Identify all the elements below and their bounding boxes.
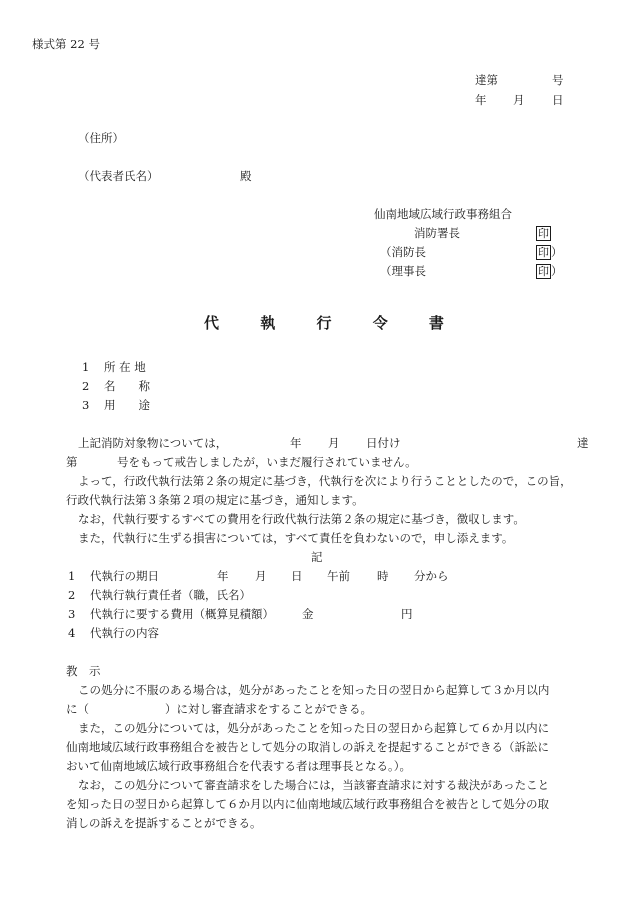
ref-hi: 日 — [552, 93, 564, 107]
seal-mark: 印 — [538, 265, 549, 278]
ki-heading: 記 — [311, 550, 323, 564]
issuer-org: 仙南地域広域行政事務組合 — [374, 207, 512, 221]
seal-2 — [536, 245, 563, 260]
detail-fun: 分から — [414, 569, 449, 583]
detail-num: 1 — [68, 569, 76, 583]
detail-yen: 円 — [401, 607, 413, 621]
detail-responsible-label: 代執行執行責任者（職，氏名） — [90, 588, 251, 602]
detail-num: 3 — [68, 607, 76, 621]
body-p2b: 行政代執行法第３条第２項の規定に基づき，通知します。 — [66, 493, 364, 507]
ref-go: 号 — [552, 73, 564, 87]
notice-line: を知った日の翌日から起算して６か月以内に仙南地域広域行政事務組合を被告として処分の取 — [66, 797, 549, 811]
addressee-honorific: 殿 — [240, 169, 252, 183]
detail-num: 2 — [68, 588, 76, 602]
body-p1-tsuki: 月 — [328, 436, 340, 450]
notice-line: また，この処分については，処分があったことを知った日の翌日から起算して６か月以内に — [78, 721, 550, 735]
detail-tsuki: 月 — [255, 569, 267, 583]
body-p1-b1: 第 — [66, 455, 78, 469]
item-num: 1 — [82, 360, 90, 374]
ref-tatsu: 達第 — [475, 73, 498, 87]
close-paren: ） — [551, 245, 563, 259]
body-p3: なお，代執行要するすべての費用を行政代執行法第２条の規定に基づき，徴収します。 — [78, 512, 525, 526]
item-num: 2 — [82, 379, 90, 393]
detail-kin: 金 — [302, 607, 314, 621]
detail-nen: 年 — [217, 569, 229, 583]
seal-mark: 印 — [538, 246, 549, 259]
seal-3 — [536, 264, 563, 279]
detail-content-label: 代執行の内容 — [90, 626, 159, 640]
item-num: 3 — [82, 398, 90, 412]
body-p1-hi: 日付け — [366, 436, 401, 450]
body-p1-nen: 年 — [290, 436, 302, 450]
body-p1-a: 上記消防対象物については， — [78, 436, 228, 450]
notice-line: 仙南地域広域行政事務組合を被告として処分の取消しの訴えを提起することができる（訴訟に — [66, 740, 549, 754]
notice-line: この処分に不服のある場合は，処分があったことを知った日の翌日から起算して３か月以内 — [78, 683, 550, 697]
ref-nen: 年 — [475, 93, 487, 107]
notice-line: 消しの訴えを提訴することができる。 — [66, 816, 262, 830]
close-paren: ） — [551, 264, 563, 278]
body-p1-tatsu: 達 — [577, 436, 589, 450]
item-label-location: 所 在 地 — [104, 360, 146, 374]
body-p1-b2: 号をもって戒告しましたが，いまだ履行されていません。 — [117, 455, 417, 469]
issuer-chief: 消防署長 — [414, 226, 460, 240]
addressee-address: （住所） — [78, 131, 124, 145]
body-p2: よって，行政代執行法第２条の規定に基づき，代執行を次により行うこととしたので，この旨， — [78, 474, 572, 488]
notice-line: に（ — [66, 702, 89, 716]
detail-gozen: 午前 — [327, 569, 350, 583]
ref-tsuki: 月 — [513, 93, 525, 107]
seal-1 — [536, 226, 551, 241]
detail-date-label: 代執行の期日 — [90, 569, 159, 583]
detail-cost-label: 代執行に要する費用（概算見積額） — [90, 607, 274, 621]
issuer-director: （理事長 — [380, 264, 426, 278]
addressee-representative: （代表者氏名） — [78, 169, 159, 183]
form-number: 様式第 22 号 — [32, 37, 100, 51]
body-p4: また，代執行に生ずる損害については，すべて責任を負わないので，申し添えます。 — [78, 531, 514, 545]
notice-line: なお，この処分について審査請求をした場合には，当該審査請求に対する裁決があったこと — [78, 778, 550, 792]
notice-line: ）に対し審査請求をすることができる。 — [165, 702, 372, 716]
notice-line: おいて仙南地域広域行政事務組合を代表する者は理事長となる。）。 — [66, 759, 411, 773]
seal-mark: 印 — [538, 227, 549, 240]
detail-num: 4 — [68, 626, 76, 640]
document-title: 代 執 行 令 書 — [204, 314, 462, 332]
notice-heading: 教 示 — [66, 664, 101, 678]
detail-ji: 時 — [377, 569, 389, 583]
issuer-fire-chief: （消防長 — [380, 245, 426, 259]
item-label-use: 用 途 — [104, 398, 150, 412]
detail-hi: 日 — [291, 569, 303, 583]
item-label-name: 名 称 — [104, 379, 150, 393]
